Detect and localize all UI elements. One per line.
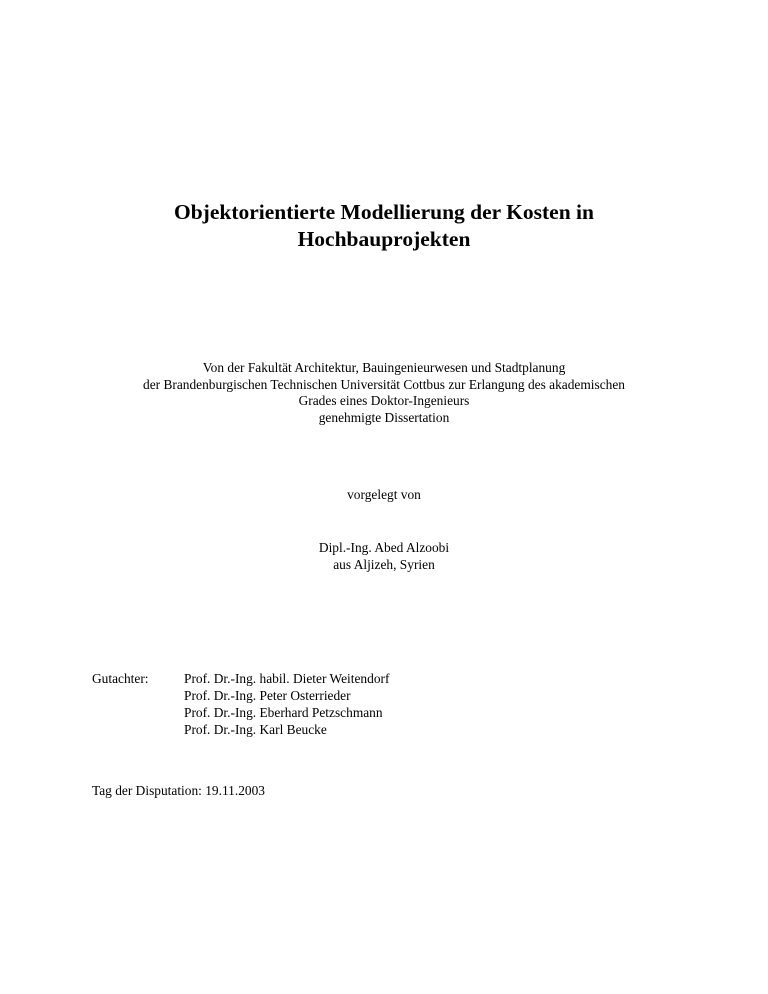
- faculty-statement-line: der Brandenburgischen Technischen Universität Cottbus zur Erlangung des akademischen: [143, 376, 625, 392]
- title-line-2: Hochbauprojekten: [297, 227, 471, 251]
- reviewer-name: Prof. Dr.-Ing. Karl Beucke: [184, 722, 327, 737]
- faculty-statement-line: genehmigte Dissertation: [318, 409, 450, 425]
- reviewer-name: Prof. Dr.-Ing. habil. Dieter Weitendorf: [184, 671, 390, 686]
- disputation-date: Tag der Disputation: 19.11.2003: [92, 783, 265, 798]
- author-block: [0, 540, 768, 573]
- faculty-statement: [0, 360, 768, 426]
- author-name: Dipl.-Ing. Abed Alzoobi: [318, 540, 450, 555]
- author-origin: aus Aljizeh, Syrien: [333, 556, 435, 572]
- presented-by: vorgelegt von: [347, 487, 421, 502]
- faculty-statement-line: Von der Fakultät Architektur, Bauingenieurwesen und Stadtplanung: [202, 360, 566, 375]
- reviewers-label: Gutachter:: [92, 671, 149, 686]
- reviewers-list: [184, 670, 389, 738]
- reviewer-name: Prof. Dr.-Ing. Peter Osterrieder: [184, 688, 351, 703]
- faculty-statement-line: Grades eines Doktor-Ingenieurs: [298, 393, 470, 408]
- title-line-1: Objektorientierte Modellierung der Kosten in: [174, 200, 594, 224]
- reviewer-name: Prof. Dr.-Ing. Eberhard Petzschmann: [184, 705, 383, 720]
- document-title: [0, 199, 768, 253]
